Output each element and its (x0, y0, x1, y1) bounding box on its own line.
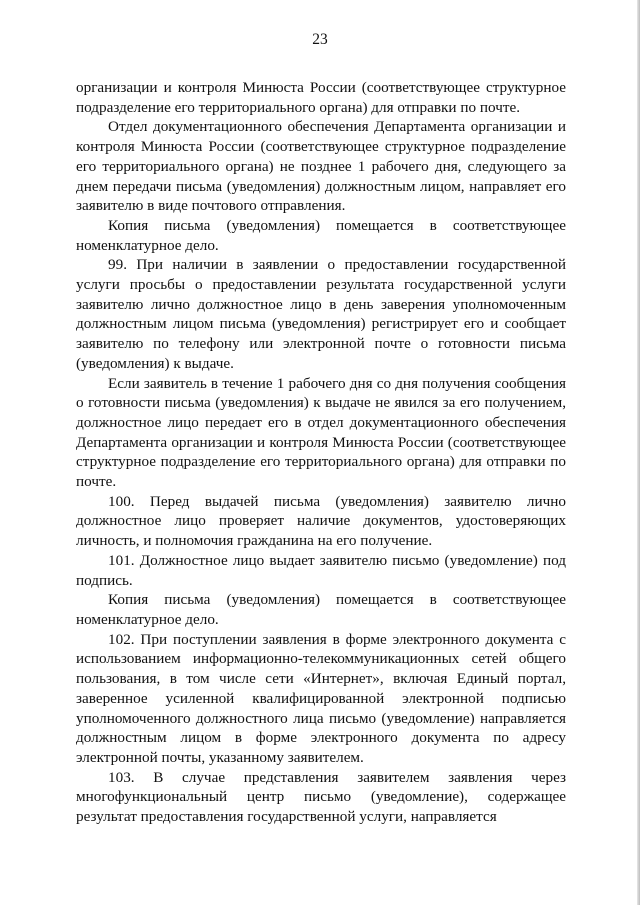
document-body (76, 78, 566, 827)
paragraph-no-show: Если заявитель в течение 1 рабочего дня со дня получения сообщения о готовности письма (уведомления) к выдаче не явился за его получением, должностное лицо передает его в отдел документационного обеспечения Департамента организации и контроля Минюста России (соответствующее структурное подразделение его территориального органа) для отправки по почте. (76, 374, 566, 491)
paragraph-document-department: Отдел документационного обеспечения Департамента организации и контроля Минюста России (соответствующее структурное подразделение его территориального органа) не позднее 1 рабочего дня, следующего за днем передачи письма (уведомления) должностным лицом, направляет его заявителю в виде почтового отправления. (76, 118, 566, 215)
paragraph-clause-103: 103. В случае представления заявителем заявления через многофункциональный центр письмо (уведомление), содержащее результат предоставления государственной услуги, направляется (76, 768, 566, 826)
paragraph-copy-filed-1: Копия письма (уведомления) помещается в соответствующее номенклатурное дело. (76, 216, 566, 254)
paragraph-clause-100: 100. Перед выдачей письма (уведомления) заявителю лично должностное лицо проверяет наличие документов, удостоверяющих личность, и полномочия гражданина на его получение. (76, 492, 566, 550)
paragraph-copy-filed-2: Копия письма (уведомления) помещается в соответствующее номенклатурное дело. (76, 591, 566, 628)
paragraph-clause-102: 102. При поступлении заявления в форме электронного документа с использованием информационно-телекоммуникационных сетей общего пользования, в том числе сети «Интернет», включая Единый портал, заверенное усиленной квалифицированной электронной подписью уполномоченного должностного лица письмо (уведомление) направляется должностным лицом в форме электронного документа по адресу электронной почты, указанному заявителем. (76, 630, 566, 766)
paragraph-clause-101: 101. Должностное лицо выдает заявителю письмо (уведомление) под подпись. (76, 551, 566, 589)
page-number: 23 (312, 31, 328, 48)
paragraph-clause-99: 99. При наличии в заявлении о предоставлении государственной услуги просьбы о предоставлении результата государственной услуги заявителю лично должностное лицо в день заверения уполномоченным должностным лицом письма (уведомления) регистрирует его и сообщает заявителю по телефону или электронной почте о готовности письма (уведомления) к выдаче. (76, 256, 566, 372)
paragraph-continuation: организации и контроля Минюста России (соответствующее структурное подразделение его территориального органа) для отправки по почте. (76, 79, 566, 116)
